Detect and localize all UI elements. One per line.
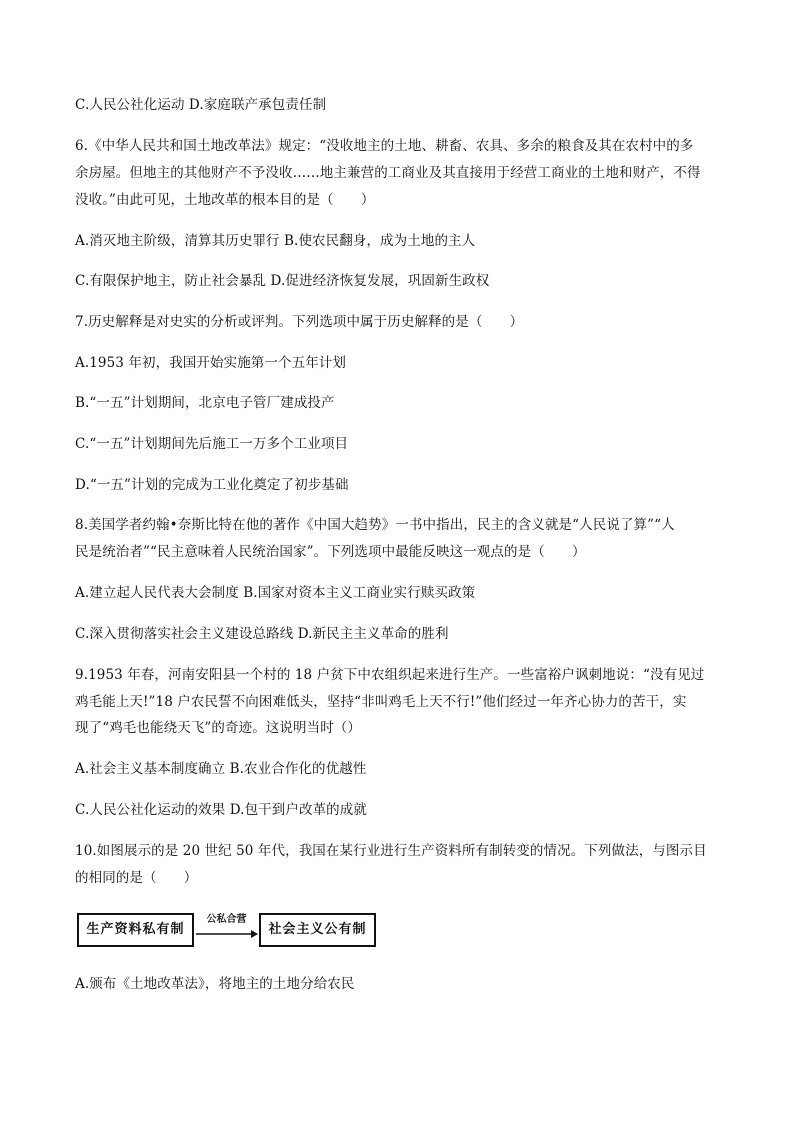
q8-options-cd: C.深入贯彻落实社会主义建设总路线 D.新民主主义革命的胜利 bbox=[75, 626, 449, 642]
q10-stem-line-2: 的相同的是（ ） bbox=[75, 870, 198, 886]
right-arrow-icon bbox=[194, 929, 259, 939]
q9-stem-line-2: 鸡毛能上天!”18 户农民誓不向困难低头，坚持“非叫鸡毛上天不行!”他们经过一年齐心协力的苦干，实 bbox=[75, 694, 687, 710]
q6-options-cd: C.有限保护地主，防止社会暴乱 D.促进经济恢复发展，巩固新生政权 bbox=[75, 273, 490, 289]
q7-option-d: D.“一五”计划的完成为工业化奠定了初步基础 bbox=[75, 477, 349, 493]
private-ownership-box: 生产资料私有制 bbox=[77, 913, 194, 947]
q10-stem-line-1: 10.如图展示的是 20 世纪 50 年代，我国在某行业进行生产资料所有制转变的情况。下列做法，与图示目 bbox=[75, 843, 707, 859]
q7-option-a: A.1953 年初，我国开始实施第一个五年计划 bbox=[75, 355, 346, 371]
q9-stem-line-3: 现了“鸡毛也能绕天飞”的奇迹。这说明当时（） bbox=[75, 720, 362, 736]
q7-option-b: B.“一五”计划期间，北京电子管厂建成投产 bbox=[75, 395, 335, 411]
transition-arrow bbox=[194, 913, 259, 947]
q6-stem-line-1: 6.《中华人民共和国土地改革法》规定：“没收地主的土地、耕畜、农具、多余的粮食及其在农村中的多 bbox=[75, 138, 694, 154]
q6-stem-line-2: 余房屋。但地主的其他财产不予没收……地主兼营的工商业及其直接用于经营工商业的土地和财产，不得 bbox=[75, 165, 701, 181]
q9-options-cd: C.人民公社化运动的效果 D.包干到户改革的成就 bbox=[75, 802, 367, 818]
q6-options-ab: A.消灭地主阶级，清算其历史罪行 B.使农民翻身，成为土地的主人 bbox=[75, 233, 476, 249]
q8-stem-line-2: 民是统治者”“民主意味着人民统治国家”。下列选项中最能反映这一观点的是（ ） bbox=[75, 544, 586, 560]
q9-options-ab: A.社会主义基本制度确立 B.农业合作化的优越性 bbox=[75, 761, 367, 777]
q6-stem-line-3: 没收。”由此可见，土地改革的根本目的是（ ） bbox=[75, 192, 375, 208]
q8-stem-line-1: 8.美国学者约翰•奈斯比特在他的著作《中国大趋势》一书中指出，民主的含义就是“人民说了算”“人 bbox=[75, 517, 675, 533]
q5-options-cd: C.人民公社化运动 D.家庭联产承包责任制 bbox=[75, 97, 327, 113]
public-ownership-box: 社会主义公有制 bbox=[259, 913, 376, 947]
q7-stem: 7.历史解释是对史实的分析或评判。下列选项中属于历史解释的是（ ） bbox=[75, 314, 524, 330]
arrow-label: 公私合营 bbox=[206, 914, 247, 925]
q7-option-c: C.“一五”计划期间先后施工一万多个工业项目 bbox=[75, 436, 349, 452]
q10-option-a: A.颁布《土地改革法》，将地主的土地分给农民 bbox=[75, 976, 355, 992]
q8-options-ab: A.建立起人民代表大会制度 B.国家对资本主义工商业实行赎买政策 bbox=[75, 585, 476, 601]
ownership-transition-diagram bbox=[77, 913, 377, 947]
q9-stem-line-1: 9.1953 年春，河南安阳县一个村的 18 户贫下中农组织起来进行生产。一些富裕户讽刺地说：“没有见过 bbox=[75, 667, 705, 683]
